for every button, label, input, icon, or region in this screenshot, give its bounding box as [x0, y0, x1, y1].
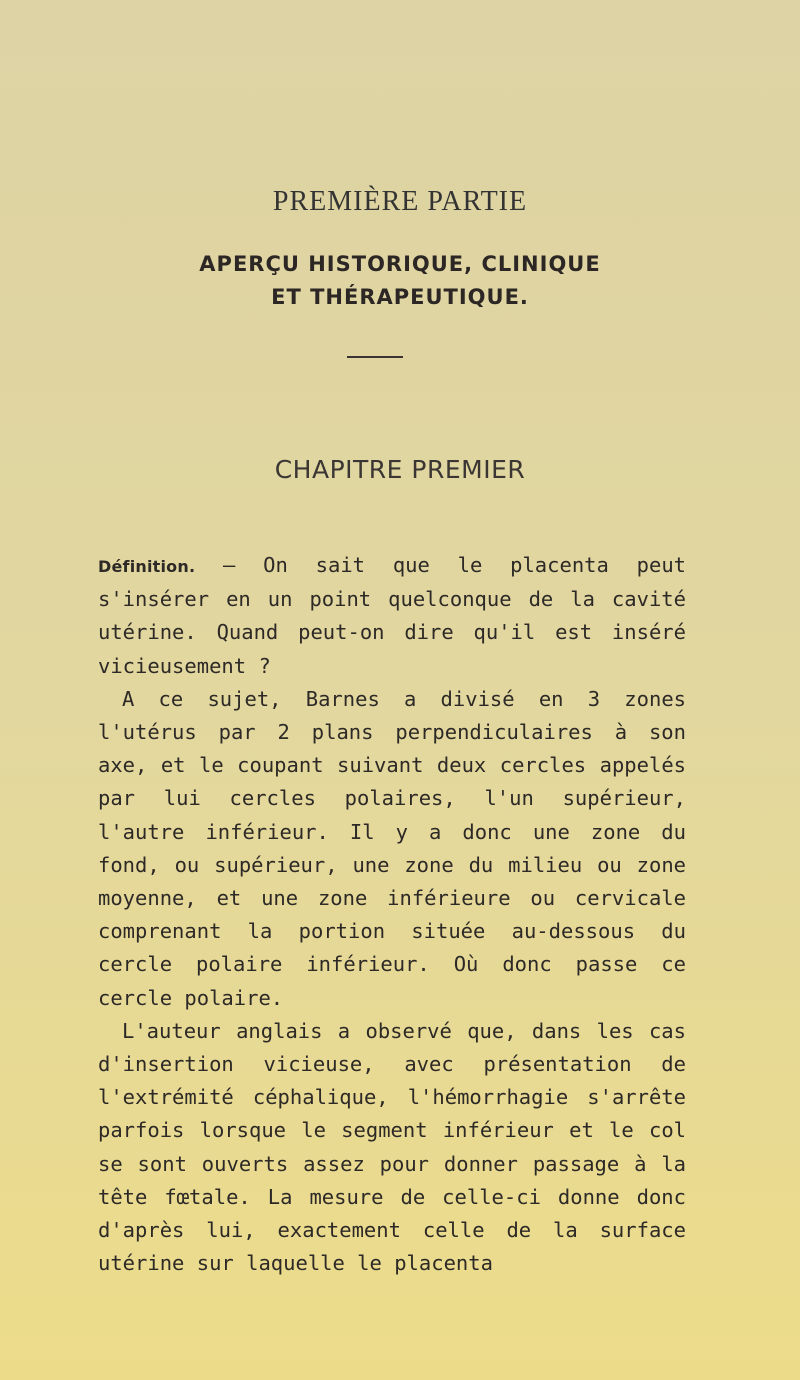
chapter-title: CHAPITRE PREMIER: [274, 455, 526, 484]
section-subtitle-line-1: APERÇU HISTORIQUE, CLINIQUE: [199, 252, 601, 276]
body-text: [98, 549, 686, 1280]
paragraph-definition: [98, 549, 686, 683]
paragraph-3: L'auteur anglais a observé que, dans les cas d'insertion vicieuse, avec présentation de l'extrémité céphalique, l'hémorrhagie s'arrête parfois lorsque le segment inférieur et le col se sont ouverts assez pour donner passage à la tête fœtale. La mesure de celle-ci donne donc d'après lui, exactement celle de la surface utérine sur laquelle le placenta: [98, 1018, 686, 1276]
paragraph-2: A ce sujet, Barnes a divisé en 3 zones l'utérus par 2 plans perpendiculaires à son axe, et le coupant suivant deux cercles appelés par lui cercles polaires, l'un supérieur, l'autre inférieur. Il y a donc une zone du fond, ou supérieur, une zone du milieu ou zone moyenne, et une zone inférieure ou cervicale comprenant la portion située au-dessous du cercle polaire inférieur. Où donc passe ce cercle polaire.: [98, 686, 686, 1010]
part-title: PREMIÈRE PARTIE: [272, 186, 528, 217]
definition-label: Définition.: [98, 557, 196, 576]
section-subtitle-line-2: ET THÉRAPEUTIQUE.: [271, 285, 529, 309]
paragraph-1-text: — On sait que le placenta peut s'insérer en un point quelconque de la cavité utérine. Quand peut-on dire qu'il est inséré vicieusement ?: [98, 553, 687, 678]
separator-rule: [347, 356, 403, 358]
